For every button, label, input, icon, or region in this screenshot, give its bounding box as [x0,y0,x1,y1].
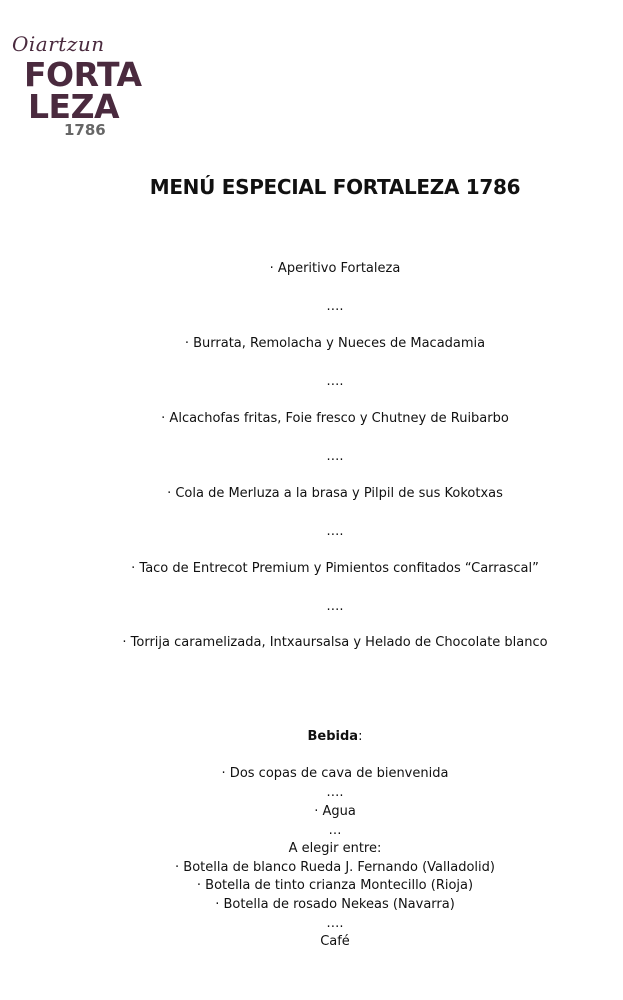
drinks-colon: : [358,729,363,744]
menu-title: MENÚ ESPECIAL FORTALEZA 1786 [149,175,521,199]
restaurant-logo [10,28,150,140]
drink-item-rosado: · Botella de rosado Nekeas (Navarra) [215,897,455,912]
menu-separator: …. [326,599,344,614]
menu-separator: …. [326,374,344,389]
logo-year: 1786 [64,121,106,139]
menu-item-aperitivo: · Aperitivo Fortaleza [269,261,401,276]
menu-item-alcachofas: · Alcachofas fritas, Foie fresco y Chutney de Ruibarbo [161,411,509,426]
menu-separator: …. [326,449,344,464]
menu-separator: …. [326,524,344,539]
drink-item-cava: · Dos copas de cava de bienvenida [221,766,449,781]
menu-item-torrija: · Torrija caramelizada, Intxaursalsa y Helado de Chocolate blanco [122,635,548,650]
drinks-label: Bebida [307,729,359,744]
drinks-heading [0,729,623,744]
drinks-choice-heading: A elegir entre: [288,841,382,856]
drinks-separator: …. [326,916,344,931]
drink-item-cafe: Café [320,934,350,949]
drinks-separator: … [328,823,342,838]
menu-item-burrata: · Burrata, Remolacha y Nueces de Macadamia [184,336,486,351]
menu-separator: …. [326,299,344,314]
logo-word-top: FORTA [24,55,142,94]
logo-word-bottom: LEZA [28,87,120,126]
drink-item-agua: · Agua [314,804,356,819]
menu-item-entrecot: · Taco de Entrecot Premium y Pimientos confitados “Carrascal” [131,561,539,576]
logo-script-text: Oiartzun [12,32,105,56]
drink-item-tinto: · Botella de tinto crianza Montecillo (Rioja) [196,878,474,893]
drink-item-blanco: · Botella de blanco Rueda J. Fernando (Valladolid) [175,860,495,875]
drinks-separator: …. [326,785,344,800]
menu-item-merluza: · Cola de Merluza a la brasa y Pilpil de sus Kokotxas [167,486,503,501]
